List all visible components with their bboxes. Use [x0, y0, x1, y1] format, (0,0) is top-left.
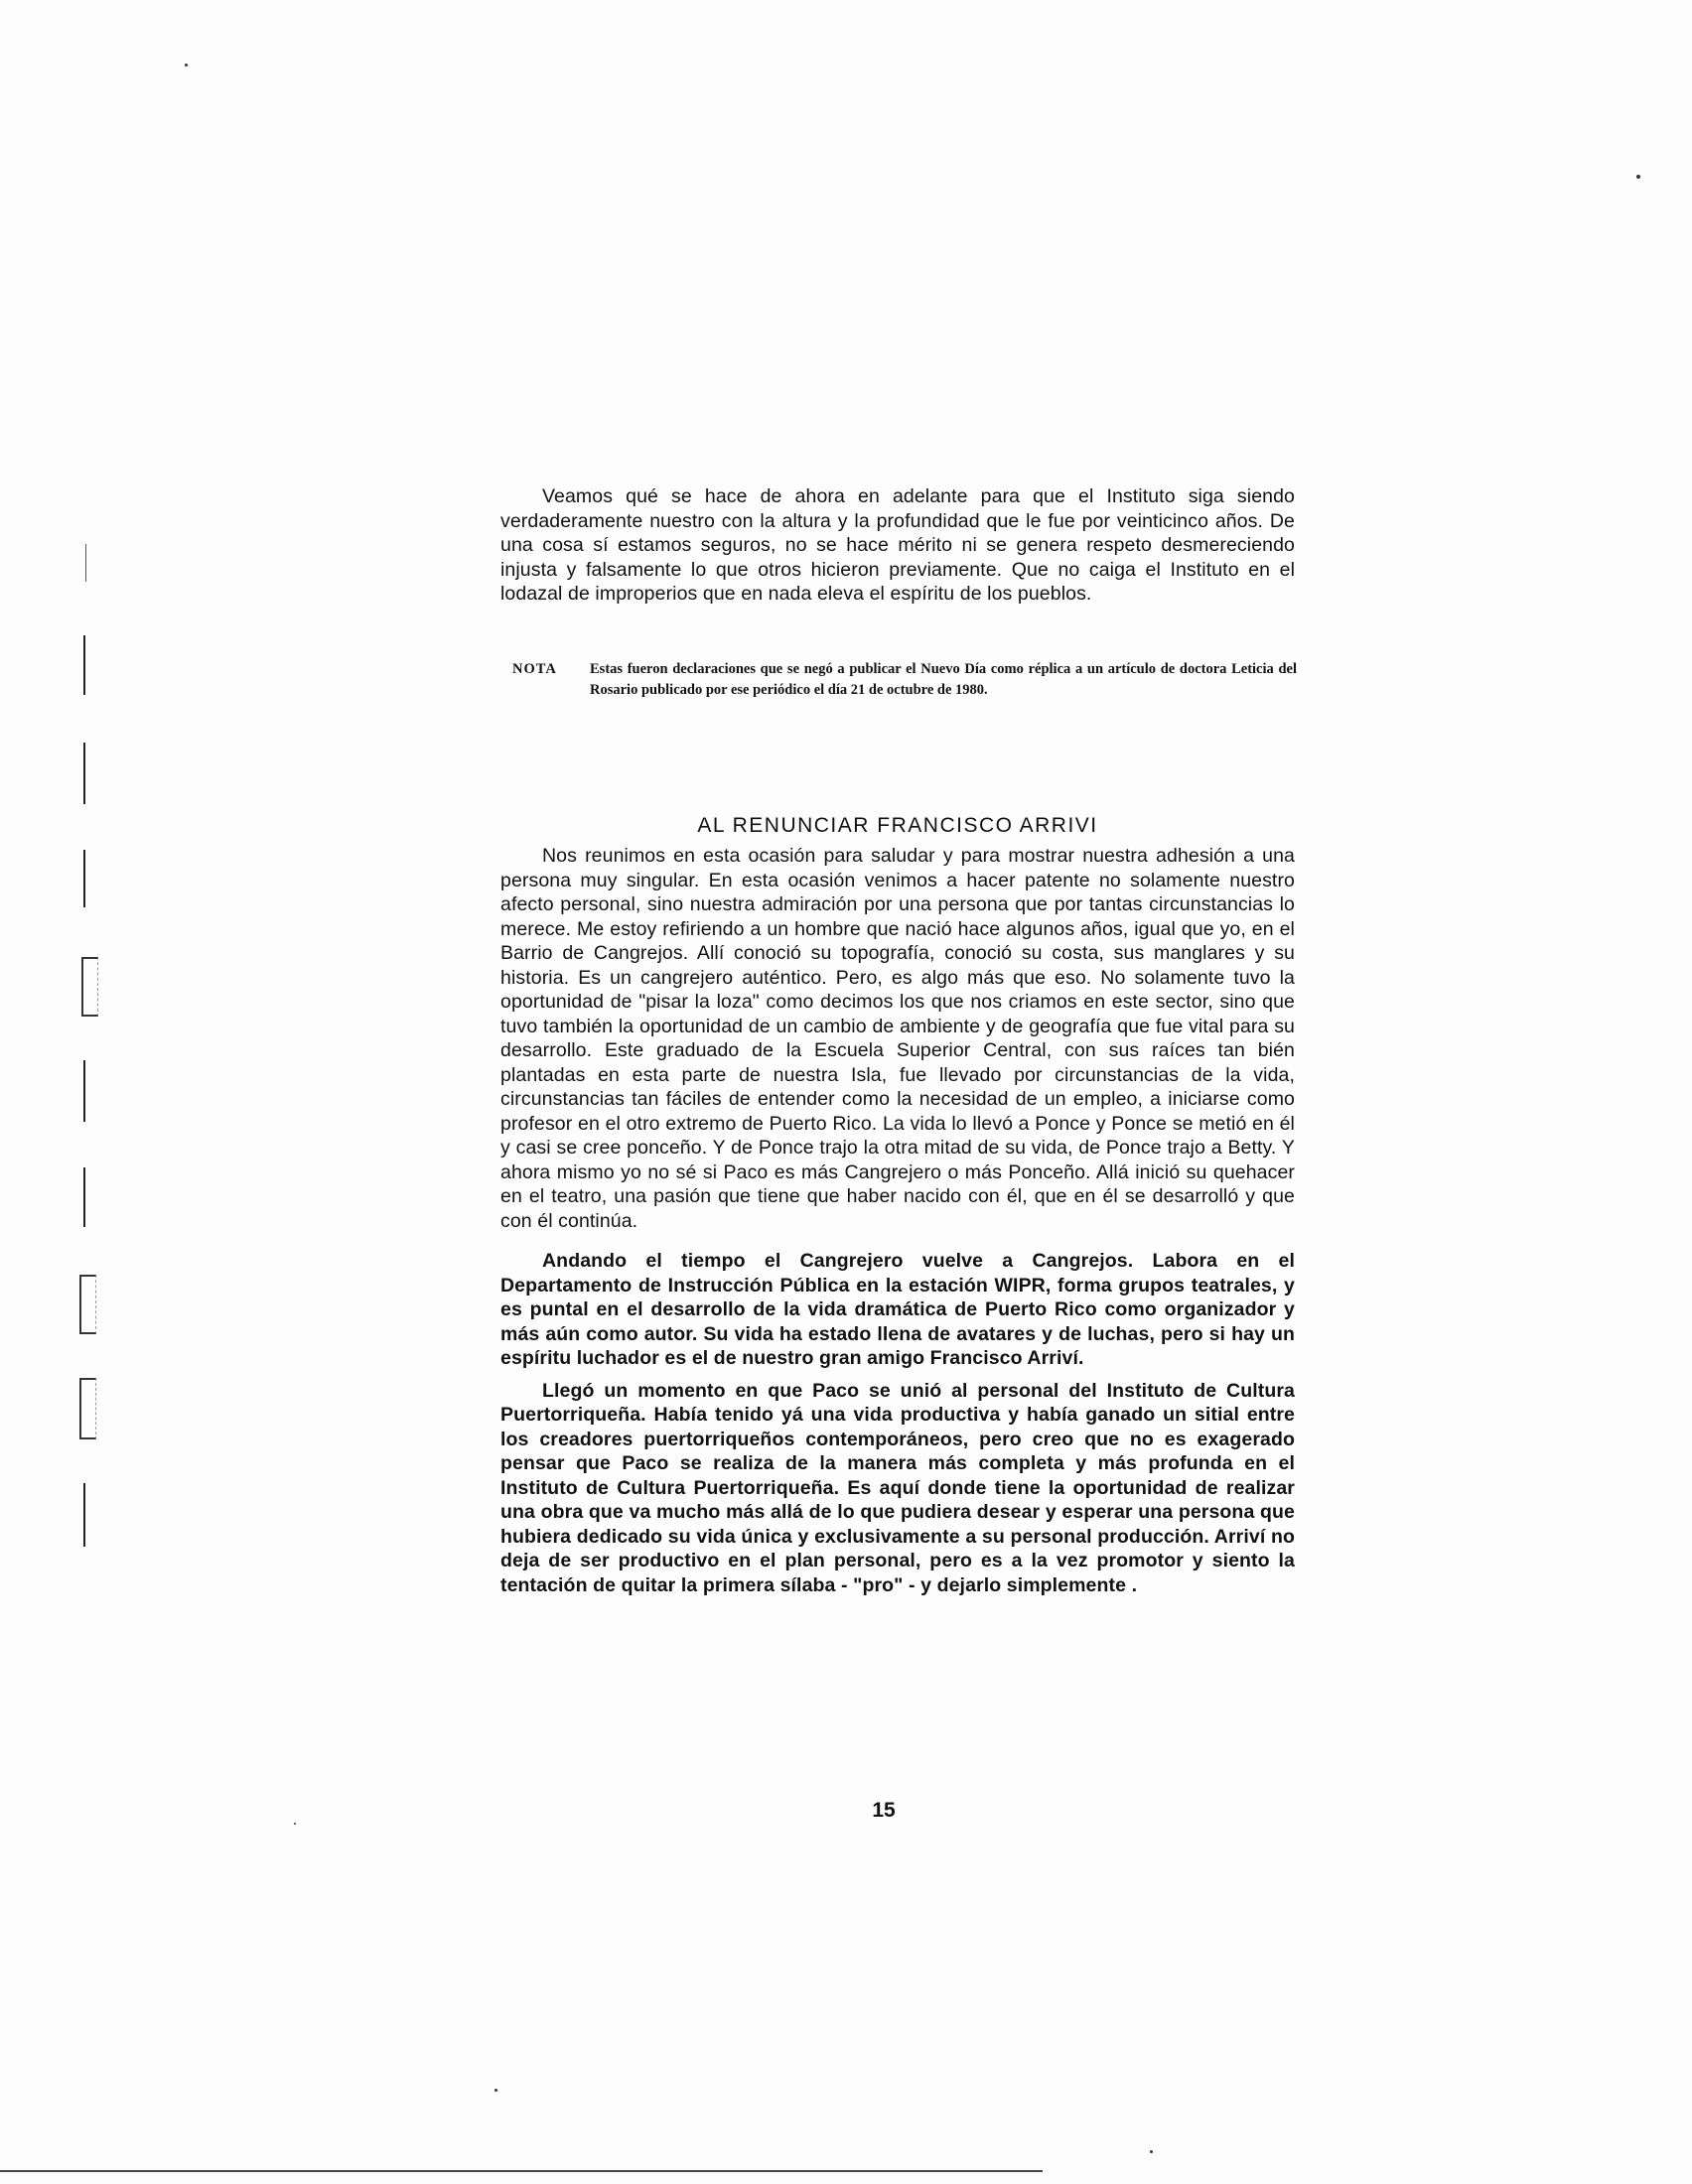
scan-speck [185, 64, 188, 67]
intro-section [500, 484, 1295, 607]
binder-mark [83, 635, 85, 695]
scan-speck [1636, 175, 1640, 179]
body-paragraph: Nos reunimos en esta ocasión para saludar y para mostrar nuestra adhesión a una persona muy singular. En esta ocasión venimos a hacer patente no solamente nuestro afecto personal, sino nuestra admiración por una persona que por tantas circunstancias lo merece. Me estoy refiriendo a un hombre que nació hace algunos años, igual que yo, en el Barrio de Cangrejos. Allí conoció su topografía, conoció su costa, sus manglares y su historia. Es un cangrejero auténtico. Pero, es algo más que eso. No solamente tuvo la oportunidad de "pisar la loza" como decimos los que nos criamos en este sector, sino que tuvo también la oportunidad de un cambio de ambiente y de geografía que fue vital para su desarrollo. Este graduado de la Escuela Superior Central, con sus raíces tan bién plantadas en esta parte de nuestra Isla, fue llevado por circunstancias de la vida, circunstancias tan fáciles de entender como la necesidad de un empleo, a iniciarse como profesor en el otro extremo de Puerto Rico. La vida lo llevó a Ponce y Ponce se metió en él y casi se cree ponceño. Y de Ponce trajo la otra mitad de su vida, de Ponce trajo a Betty. Y ahora mismo yo no sé si Paco es más Cangrejero o más Ponceño. Allá inició su quehacer en el teatro, una pasión que tiene que haber nacido con él, que en él se desarrolló y que con él continúa. [500, 845, 1295, 1232]
scan-speck [294, 1823, 296, 1825]
section-heading: AL RENUNCIAR FRANCISCO ARRIVI [697, 814, 1098, 837]
note-section [512, 659, 1297, 701]
scan-speck [494, 2089, 497, 2092]
binder-mark [83, 1060, 85, 1122]
binder-mark [81, 957, 98, 1017]
binder-mark [79, 1378, 96, 1439]
bottom-rule [0, 2170, 1043, 2172]
scan-speck [1150, 2150, 1153, 2153]
body-section [500, 844, 1295, 1597]
page-number: 15 [872, 1799, 896, 1822]
binder-mark [83, 1483, 85, 1547]
binder-mark [85, 544, 86, 582]
binder-mark [83, 850, 85, 907]
note-label: NOTA [512, 661, 557, 677]
body-paragraph: Llegó un momento en que Paco se unió al personal del Instituto de Cultura Puertorriqueña. Había tenido yá una vida productiva y había ganado un sitial entre los creadores puertorriqueños contemporáneos, pero creo que no es exagerado pensar que Paco se realiza de la manera más completa y más profunda en el Instituto de Cultura Puertorriqueña. Es aquí donde tiene la oportunidad de realizar una obra que va mucho más allá de lo que pudiera desear y esperar una persona que hubiera dedicado su vida única y exclusivamente a su personal producción. Arriví no deja de ser productivo en el plan personal, pero es a la vez promotor y siento la tentación de quitar la primera sílaba - "pro" - y dejarlo simplemente . [500, 1379, 1295, 1596]
binder-mark [79, 1275, 96, 1334]
note-text: Estas fueron declaraciones que se negó a publicar el Nuevo Día como réplica a un artículo de doctora Leticia del Rosario publicado por ese periódico el día 21 de octubre de 1980. [590, 661, 1297, 698]
binder-mark [83, 1167, 85, 1227]
intro-paragraph: Veamos qué se hace de ahora en adelante para que el Instituto siga siendo verdaderamente nuestro con la altura y la profundidad que le fue por veinticinco años. De una cosa sí estamos seguros, no se hace mérito ni se genera respeto desmereciendo injusta y falsamente lo que otros hicieron previamente. Que no caiga el Instituto en el lodazal de improperios que en nada eleva el espíritu de los pueblos. [500, 485, 1295, 605]
binder-mark [83, 743, 85, 804]
body-paragraph: Andando el tiempo el Cangrejero vuelve a Cangrejos. Labora en el Departamento de Instrucción Pública en la estación WIPR, forma grupos teatrales, y es puntal en el desarrollo de la vida dramática de Puerto Rico como organizador y más aún como autor. Su vida ha estado llena de avatares y de luchas, pero si hay un espíritu luchador es el de nuestro gran amigo Francisco Arriví. [500, 1250, 1295, 1369]
